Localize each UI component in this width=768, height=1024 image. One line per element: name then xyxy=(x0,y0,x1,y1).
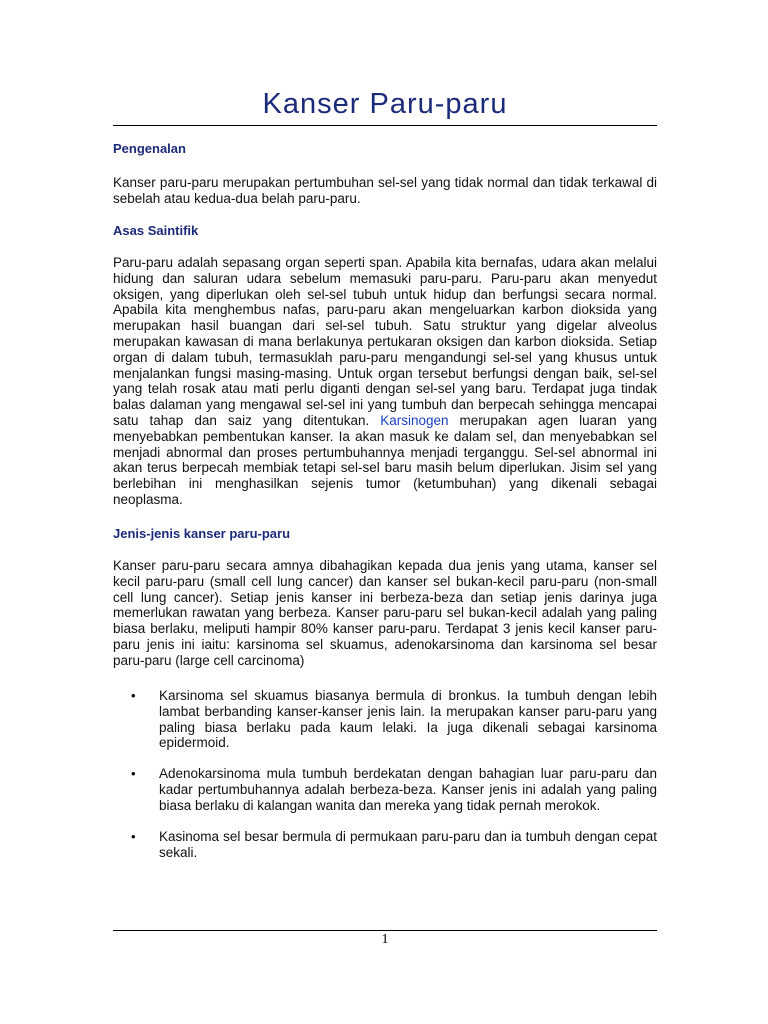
list-item-text: Adenokarsinoma mula tumbuh berdekatan dengan bahagian luar paru-paru dan kadar pertumbuhannya adalah berbeza-beza. Kanser jenis ini adalah yang paling biasa berlaku di kalangan wanita dan mereka yang tidak pernah merokok. xyxy=(159,766,657,813)
page-number: 1 xyxy=(381,932,389,947)
section-paragraph-asas-saintifik xyxy=(113,255,657,508)
bullet-icon: • xyxy=(131,688,136,703)
section-heading-jenis-jenis: Jenis-jenis kanser paru-paru xyxy=(113,526,291,541)
karsinogen-link[interactable]: Karsinogen xyxy=(380,412,449,428)
bullet-icon: • xyxy=(131,766,136,781)
section-heading-asas-saintifik: Asas Saintifik xyxy=(113,223,199,238)
section-paragraph-jenis-jenis: Kanser paru-paru secara amnya dibahagikan kepada dua jenis yang utama, kanser sel kecil paru-paru (small cell lung cancer) dan kanser sel bukan-kecil paru-paru (non-small cell lung cancer). Setiap jenis kanser ini berbeza-beza dan setiap jenis darinya juga memerlukan rawatan yang berbeza. Kanser paru-paru sel bukan-kecil adalah yang paling biasa berlaku, meliputi hampir 80% kanser paru-paru. Terdapat 3 jenis kecil kanser paru-paru jenis ini iaitu: karsinoma sel skuamus, adenokarsinoma dan karsinoma sel besar paru-paru (large cell carcinoma) xyxy=(113,558,657,668)
section-heading-pengenalan: Pengenalan xyxy=(113,141,186,156)
paragraph-text: Paru-paru adalah sepasang organ seperti span. Apabila kita bernafas, udara akan melalui hidung dan saluran udara sebelum memasuki paru-paru. Paru-paru akan menyedut oksigen, yang diperlukan oleh sel-sel tubuh untuk hidup dan berfungsi secara normal. Apabila kita menghembus nafas, paru-paru akan mengeluarkan karbon dioksida yang merupakan hasil buangan dari sel-sel tubuh. Satu struktur yang digelar alveolus merupakan kawasan di mana berlakunya pertukaran oksigen dan karbon dioksida. Setiap organ di dalam tubuh, termasuklah paru-paru mengandungi sel-sel yang khusus untuk menjalankan fungsi masing-masing. Untuk organ tersebut berfungsi dengan baik, sel-sel yang telah rosak atau mati perlu diganti dengan sel-sel yang baru. Terdapat juga tindak balas dalaman yang mengawal sel-sel ini yang tumbuh dan berpecah sehingga mencapai satu tahap dan saiz yang ditentukan. xyxy=(113,255,657,428)
list-item-text: Kasinoma sel besar bermula di permukaan paru-paru dan ia tumbuh dengan cepat sekali. xyxy=(159,829,657,860)
list-item-text: Karsinoma sel skuamus biasanya bermula di bronkus. Ia tumbuh dengan lebih lambat berbanding kanser-kanser jenis lain. Ia merupakan kanser paru-paru yang paling biasa berlaku pada kaum lelaki. Ia juga dikenali sebagai karsinoma epidermoid. xyxy=(159,688,657,751)
footer-divider xyxy=(113,930,657,931)
page-title: Kanser Paru-paru xyxy=(262,88,508,120)
title-divider xyxy=(113,125,657,126)
paragraph-text-continued: merupakan agen luaran yang menyebabkan pembentukan kanser. Ia akan masuk ke dalam sel, dan menyebabkan sel menjadi abnormal dan proses pertumbuhannya menjadi terganggu. Sel-sel abnormal ini akan terus berpecah membiak tetapi sel-sel baru masih belum diperlukan. Jisim sel yang berlebihan ini menghasilkan sejenis tumor (ketumbuhan) yang dikenali sebagai neoplasma. xyxy=(113,412,657,507)
section-paragraph-pengenalan: Kanser paru-paru merupakan pertumbuhan sel-sel yang tidak normal dan tidak terkawal di sebelah atau kedua-dua belah paru-paru. xyxy=(113,175,657,206)
bullet-icon: • xyxy=(131,829,136,844)
